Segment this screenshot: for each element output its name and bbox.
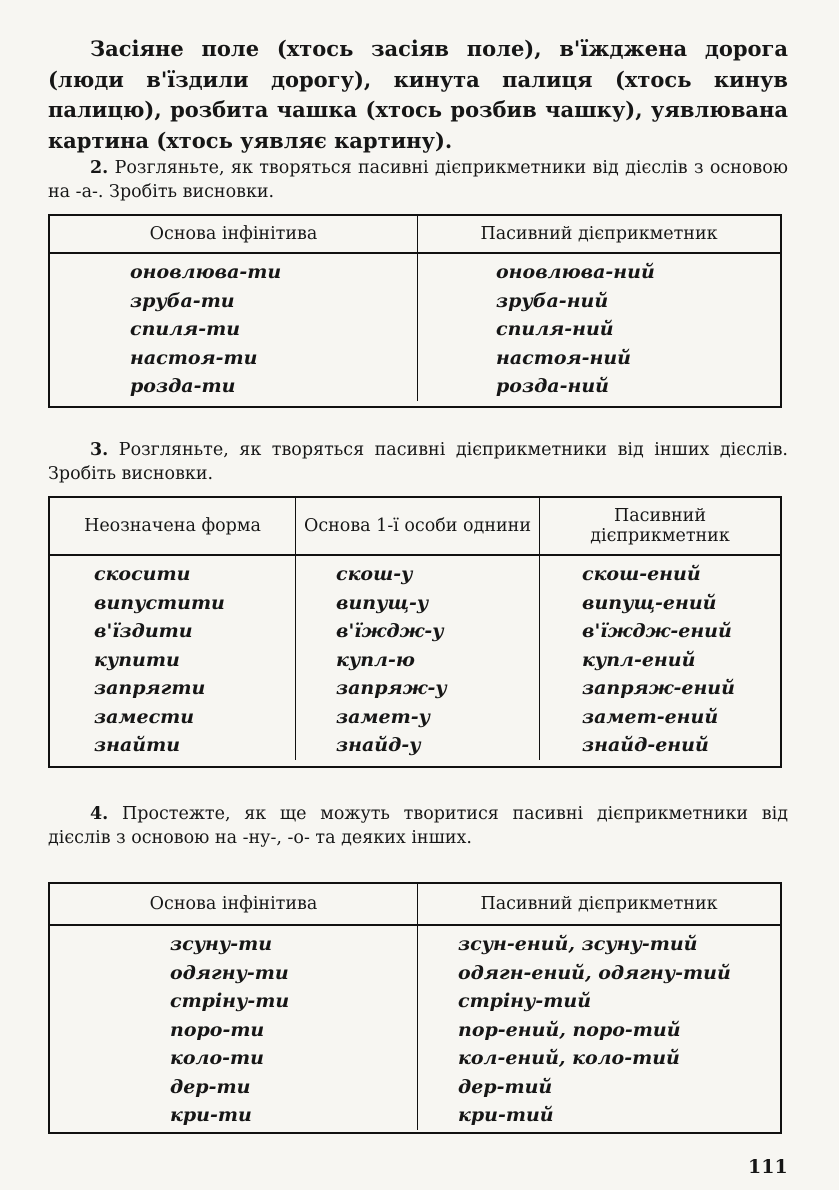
table-column — [417, 254, 780, 401]
task-3-instruction — [48, 438, 788, 486]
table-cell: кри-ти — [170, 1104, 252, 1126]
table-column — [50, 556, 295, 760]
table-cell: оновлюва-ний — [496, 261, 655, 283]
table-cell: стріну-ти — [170, 990, 290, 1012]
table-cell: знайти — [94, 734, 181, 756]
table-cell: скосити — [94, 563, 191, 585]
table-cell: одягну-ти — [170, 961, 289, 984]
table-cell: дер-тий — [458, 1075, 553, 1098]
table-cell: спиля-ний — [496, 318, 614, 340]
table-cell: настоя-ний — [496, 346, 631, 369]
table-cell: знайд-у — [336, 734, 421, 756]
table-cell: розда-ний — [496, 375, 609, 397]
table-cell: запряж-ений — [582, 677, 735, 699]
table-cell: кри-тий — [458, 1104, 554, 1126]
table-header-cell: Пасивний дієприкметник — [417, 884, 780, 924]
task-2-table — [48, 214, 782, 408]
table-cell: стріну-тий — [458, 990, 592, 1012]
task-3-text: Розгляньте, як творяться пасивні дієприкметники від інших дієслів. Зробіть висновки. — [48, 440, 788, 484]
table-cell: скош-ений — [582, 563, 701, 585]
table-cell: купл-ю — [336, 648, 415, 671]
table-cell: зруба-ти — [130, 289, 235, 312]
table-cell: запряж-у — [336, 677, 447, 699]
intro-paragraph: Засіяне поле (хтось засіяв поле), в'їжджена дорога (люди в'їздили дорогу), кинута палиця (хтось кинув палицю), розбита чашка (хтось розбив чашку), уявлювана картина (хтось уявляє картину). — [48, 36, 788, 153]
table-cell: випущ-у — [336, 591, 429, 614]
table-cell: в'їздити — [94, 620, 193, 642]
task-3-table — [48, 496, 782, 768]
table-cell: випустити — [94, 591, 225, 614]
table-header-cell: Неозначена форма — [84, 516, 261, 536]
task-3-number: 3. — [90, 440, 109, 460]
page-number: 111 — [748, 1156, 788, 1178]
table-cell: знайд-ений — [582, 734, 709, 756]
table-cell: замет-у — [336, 705, 430, 728]
table-cell: оновлюва-ти — [130, 261, 282, 283]
table-cell: випущ-ений — [582, 591, 717, 614]
task-4-instruction — [48, 802, 788, 850]
table-header-cell: Основа інфінітива — [149, 224, 318, 244]
table-header-cell: Основа інфінітива — [149, 894, 318, 914]
table-cell: купити — [94, 648, 180, 671]
table-cell: зруба-ний — [496, 289, 609, 312]
table-column — [50, 254, 417, 401]
task-4-table — [48, 882, 782, 1134]
table-cell: поро-ти — [170, 1018, 265, 1041]
table-cell: кол-ений, коло-тий — [458, 1047, 680, 1069]
task-4-text: Простежте, як ще можуть творитися пасивні дієприкметники від дієслів з основою на -ну-, -о- та деяких інших. — [48, 804, 788, 848]
table-cell: одягн-ений, одягну-тий — [458, 961, 731, 984]
table-column — [295, 556, 539, 760]
table-cell: настоя-ти — [130, 346, 258, 369]
task-2-number: 2. — [90, 158, 109, 178]
table-cell: розда-ти — [130, 375, 236, 397]
task-2-text: Розгляньте, як творяться пасивні дієприкметники від дієслів з основою на -а-. Зробіть висновки. — [48, 158, 788, 202]
table-column — [50, 926, 417, 1130]
table-cell: коло-ти — [170, 1047, 264, 1069]
table-cell: спиля-ти — [130, 318, 241, 340]
table-cell: запрягти — [94, 677, 206, 699]
table-cell: зсун-ений, зсуну-тий — [458, 933, 698, 955]
table-cell: дер-ти — [170, 1075, 251, 1098]
table-header-cell: Пасивний дієприкметник — [539, 498, 780, 554]
table-header-cell: Основа 1-ї особи однини — [295, 498, 539, 554]
table-header-cell: Пасивний дієприкметник — [417, 216, 780, 252]
table-cell: в'їждж-у — [336, 620, 444, 642]
task-2-instruction — [48, 156, 788, 204]
table-cell: пор-ений, поро-тий — [458, 1018, 681, 1041]
table-cell: зсуну-ти — [170, 933, 273, 955]
table-cell: замет-ений — [582, 705, 719, 728]
table-cell: в'їждж-ений — [582, 620, 732, 642]
table-cell: купл-ений — [582, 648, 696, 671]
task-4-number: 4. — [90, 804, 109, 824]
table-cell: замести — [94, 705, 195, 728]
table-column — [417, 926, 780, 1130]
table-cell: скош-у — [336, 563, 413, 585]
table-column — [539, 556, 780, 760]
